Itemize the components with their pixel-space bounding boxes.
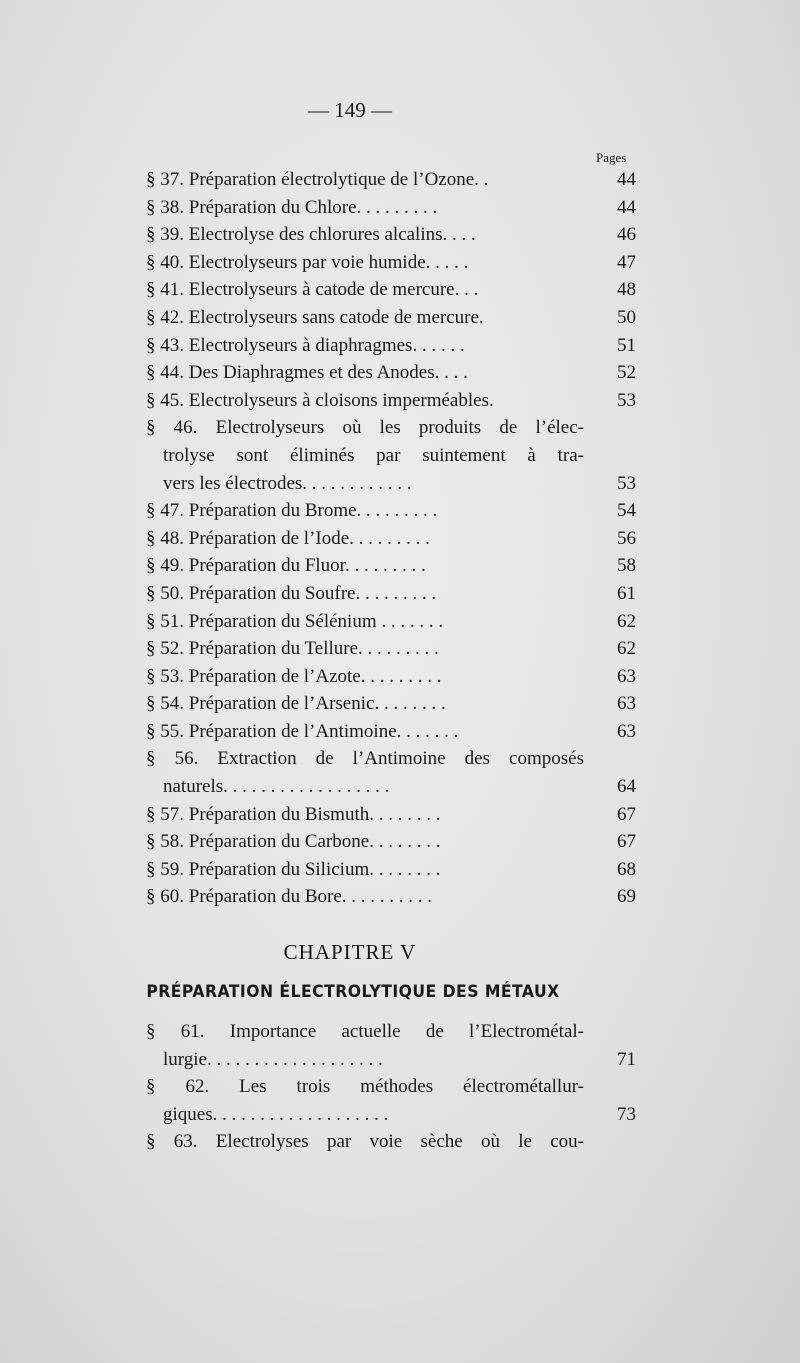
toc-entry-page: 63 [617,720,636,742]
toc-entry-text: lurgie. . . . . . . . . . . . . . . . . . . [163,1048,383,1070]
pages-column-header: Pages [596,150,627,165]
toc-entry [0,635,800,663]
toc-entry-page: 64 [617,776,636,798]
toc-entry [0,608,800,636]
toc-entry-continuation [0,773,800,801]
toc-entry-text: § 50. Préparation du Soufre. . . . . . . . . [146,582,437,604]
toc-entry-page: 63 [617,693,636,715]
toc-entry-text: § 40. Electrolyseurs par voie humide. . . . . [146,251,469,273]
toc-entry-page: 53 [617,389,636,411]
toc-entry-page: 51 [617,334,636,356]
toc-entry-text: § 55. Préparation de l’Antimoine. . . . . . . [146,720,459,742]
toc-entry-text: § 49. Préparation du Fluor. . . . . . . . . [146,555,426,577]
toc-entry-continuation [0,470,800,498]
toc-entry-text: § 61. Importance actuelle de l’Electrométal- [146,1021,584,1042]
toc-entry-text: § 52. Préparation du Tellure. . . . . . . . . [146,638,439,660]
toc-entry-continuation [0,1101,800,1129]
toc-entry-page: 56 [617,527,636,549]
toc-entry-text: § 58. Préparation du Carbone. . . . . . . . [146,831,441,853]
toc-entry-page: 69 [617,886,636,908]
toc-entry-text: § 59. Préparation du Silicium. . . . . . . . [146,858,441,880]
toc-entry-text: naturels. . . . . . . . . . . . . . . . . . [163,776,390,798]
toc-entry-text: vers les électrodes. . . . . . . . . . . . [163,472,412,494]
toc-entry [0,828,800,856]
chapter-title: CHAPITRE V [283,940,417,964]
toc-entry-text: § 45. Electrolyseurs à cloisons imperméables. [146,389,494,411]
toc-entry-page: 52 [617,362,636,384]
toc-entry-page: 44 [617,169,636,190]
toc-entry [0,249,800,277]
toc-entry-text: § 57. Préparation du Bismuth. . . . . . . . [146,803,441,825]
toc-entry [0,801,800,829]
toc-entry-page: 68 [617,858,636,880]
toc-entry-text: § 42. Electrolyseurs sans catode de mercure. [146,306,484,328]
chapter-subtitle: PRÉPARATION ÉLECTROLYTIQUE DES MÉTAUX [146,982,560,1002]
toc-entry [0,883,800,911]
toc-entry [0,1128,800,1156]
toc-entry-text: § 53. Préparation de l’Azote. . . . . . . . . [146,665,442,687]
toc-entry-continuation [0,442,800,470]
table-of-contents [0,166,800,911]
toc-entry-page: 67 [617,831,636,853]
toc-entry-text: § 56. Extraction de l’Antimoine des composés [146,748,584,770]
toc-entry [0,194,800,222]
toc-entry-text: § 43. Electrolyseurs à diaphragmes. . . . . . [146,334,465,356]
toc-entry-page: 62 [617,638,636,660]
toc-entry [0,1073,800,1101]
toc-entry-page: 58 [617,555,636,577]
toc-entry [0,332,800,360]
toc-entry [0,856,800,884]
toc-entry [0,276,800,304]
toc-entry-text: § 48. Préparation de l’Iode. . . . . . . . . [146,527,430,549]
toc-entry [0,690,800,718]
toc-entry [0,221,800,249]
toc-entry-text: § 60. Préparation du Bore. . . . . . . . . . [146,886,433,908]
toc-entry [0,745,800,773]
toc-entry-text: § 51. Préparation du Sélénium . . . . . . . [146,610,444,632]
toc-entry-text: § 47. Préparation du Brome. . . . . . . . . [146,500,438,522]
toc-entry-page: 44 [617,196,636,218]
toc-entry [0,497,800,525]
toc-entry-page: 73 [617,1103,636,1125]
toc-entry-text: § 37. Préparation électrolytique de l’Ozone. . [146,169,489,190]
toc-entry-text: giques. . . . . . . . . . . . . . . . . . . [163,1103,389,1125]
page-number: — 149 — [308,98,392,122]
toc-entry-text: § 63. Electrolyses par voie sèche où le cou- [146,1131,584,1153]
toc-entry [0,1018,800,1046]
toc-entry-page: 61 [617,582,636,604]
toc-entry-page: 67 [617,803,636,825]
toc-entry [0,414,800,442]
toc-entry [0,718,800,746]
toc-entry-page: 71 [617,1048,636,1070]
toc-entry [0,525,800,553]
toc-entry-text: trolyse sont éliminés par suintement à tra- [163,444,584,466]
toc-entry [0,166,800,194]
toc-entry-page: 48 [617,279,636,301]
toc-entry [0,552,800,580]
toc-entry-text: § 44. Des Diaphragmes et des Anodes. . . . [146,362,468,384]
toc-entry-continuation [0,1046,800,1074]
toc-entry-text: § 38. Préparation du Chlore. . . . . . . . . [146,196,438,218]
table-of-contents-chapter-5 [0,1018,800,1156]
toc-entry [0,580,800,608]
toc-entry [0,304,800,332]
toc-entry-page: 47 [617,251,636,273]
toc-entry-page: 53 [617,472,636,494]
toc-entry-text: § 39. Electrolyse des chlorures alcalins. . . . [146,224,476,246]
toc-entry [0,359,800,387]
toc-entry-text: § 46. Electrolyseurs où les produits de l’élec- [146,417,584,439]
toc-entry [0,663,800,691]
toc-entry-page: 62 [617,610,636,632]
toc-entry-text: § 62. Les trois méthodes électrométallur- [146,1076,584,1098]
toc-entry-page: 54 [617,500,636,522]
toc-entry-text: § 41. Electrolyseurs à catode de mercure. . . [146,279,479,301]
toc-entry [0,387,800,415]
toc-entry-page: 46 [617,224,636,246]
toc-entry-text: § 54. Préparation de l’Arsenic. . . . . . . . [146,693,446,715]
toc-entry-page: 50 [617,306,636,328]
toc-entry-page: 63 [617,665,636,687]
